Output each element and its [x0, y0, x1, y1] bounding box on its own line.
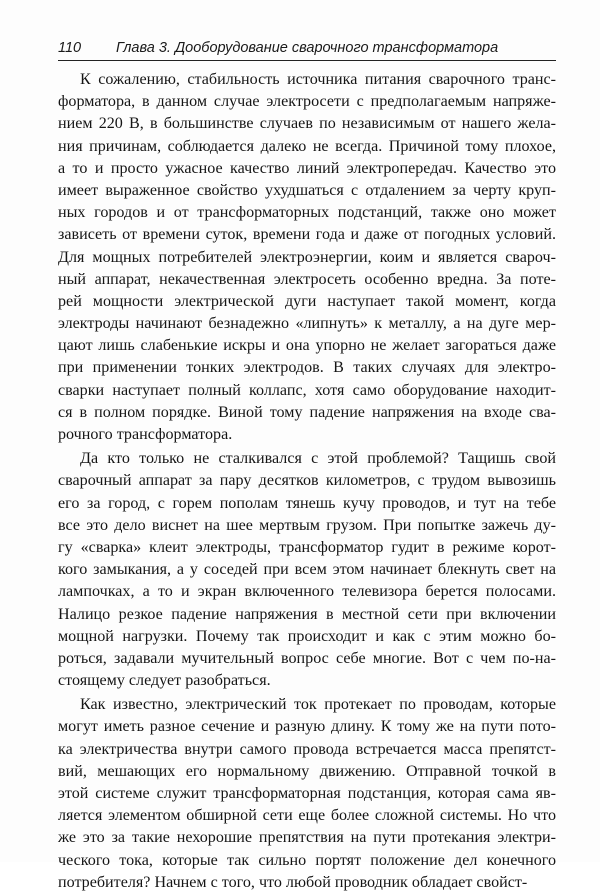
text-line: вий, мешающих его нормальному движению. Отправной точкой в	[58, 762, 556, 780]
text-line: лампочках, а то и экран включенного телевизора берется полосами.	[58, 583, 556, 601]
text-line: мощной нагрузки. Почему так происходит и как с этим можно бо-	[58, 627, 556, 645]
text-line: могут иметь разное сечение и разную длину. К тому же на пути пото-	[58, 718, 556, 736]
text-line: его за город, с горем пополам тянешь кучу проводов, и тут на тебе	[58, 494, 556, 512]
text-line: К сожалению, стабильность источника питания сварочного транс-	[80, 71, 556, 88]
text-line: сварочный аппарат за пару десятков километров, с трудом вывозишь	[58, 472, 556, 490]
text-line: Как известно, электрический ток протекает по проводам, которые	[80, 696, 556, 714]
text-line: Да кто только не сталкивался с этой проблемой? Тащишь свой	[80, 450, 556, 468]
text-line: Налицо резкое падение напряжения в местной сети при включении	[58, 605, 556, 623]
text-line: ных городов и от трансформаторных подстанций, также оно может	[58, 204, 556, 222]
running-header	[58, 40, 558, 62]
body-text	[58, 69, 556, 894]
text-line: цают лишь слабенькие искры и она упорно не желает загораться даже	[58, 337, 556, 355]
text-line: ка электричества внутри самого провода встречается масса препятст-	[58, 740, 556, 758]
text-line: потребителя? Начнем с того, что любой проводник обладает свойст-	[58, 873, 528, 891]
paragraph-1	[58, 69, 556, 446]
paragraph-2	[58, 448, 556, 692]
text-line: все это дело виснет на шее мертвым грузом. При попытке зажечь ду-	[58, 516, 556, 534]
text-line: Для мощных потребителей электроэнергии, коим и является свароч-	[58, 248, 556, 266]
text-line: при применении тонких электродов. В таких случаях для электро-	[58, 359, 556, 377]
text-line: электроды начинают безнадежно «липнуть» к металлу, а на дуге мер-	[58, 315, 556, 333]
page-number: 110	[58, 40, 82, 56]
text-line: нием 220 В, в большинстве случаев по независимым от нашего жела-	[58, 115, 556, 133]
text-line: имеет выраженное свойство ухудшаться с отдалением за черту круп-	[58, 181, 556, 199]
text-line: ния причинам, соблюдается далеко не всегда. Причиной тому плохое,	[58, 137, 556, 155]
text-line: гу «сварка» клеит электроды, трансформатор гудит в режиме корот-	[58, 538, 556, 556]
chapter-title: Глава 3. Дооборудование сварочного трансформатора	[116, 40, 499, 56]
text-line: ляется элементом обширной сети еще более сложной системы. Но что	[58, 807, 556, 825]
text-line: ческого тока, которые так сильно портят положение дел конечного	[58, 851, 556, 869]
text-line: сварки наступает полный коллапс, хотя само оборудование находит-	[58, 381, 556, 399]
text-line: роться, задавали мучительный вопрос себе многие. Вот с чем по-на-	[58, 649, 556, 667]
text-line: рей мощности электрической дуги наступает такой момент, когда	[58, 292, 556, 310]
text-line: а то и просто ужасное качество линий электропередач. Качество это	[58, 159, 556, 177]
text-line: стоящему следует разобраться.	[58, 672, 271, 690]
header-rule	[58, 60, 556, 61]
text-line: кого замыкания, а у соседей при всем этом начинает блекнуть свет на	[58, 561, 556, 579]
text-line: форматора, в данном случае электросети с предполагаемым напряже-	[58, 93, 556, 111]
text-line: ся в полном порядке. Виной тому падение напряжения на входе сва-	[58, 403, 556, 421]
text-line: этой системе служит трансформаторная подстанция, которая сама яв-	[58, 785, 556, 802]
paragraph-3	[58, 694, 556, 894]
text-line: ный аппарат, некачественная электросеть особенно вредна. За поте-	[58, 270, 556, 288]
text-line: зависеть от времени суток, времени года и даже от погодных условий.	[58, 226, 556, 244]
text-line: же это за такие нехорошие препятствия на пути протекания электри-	[58, 829, 556, 847]
text-line: рочного трансформатора.	[58, 426, 233, 443]
